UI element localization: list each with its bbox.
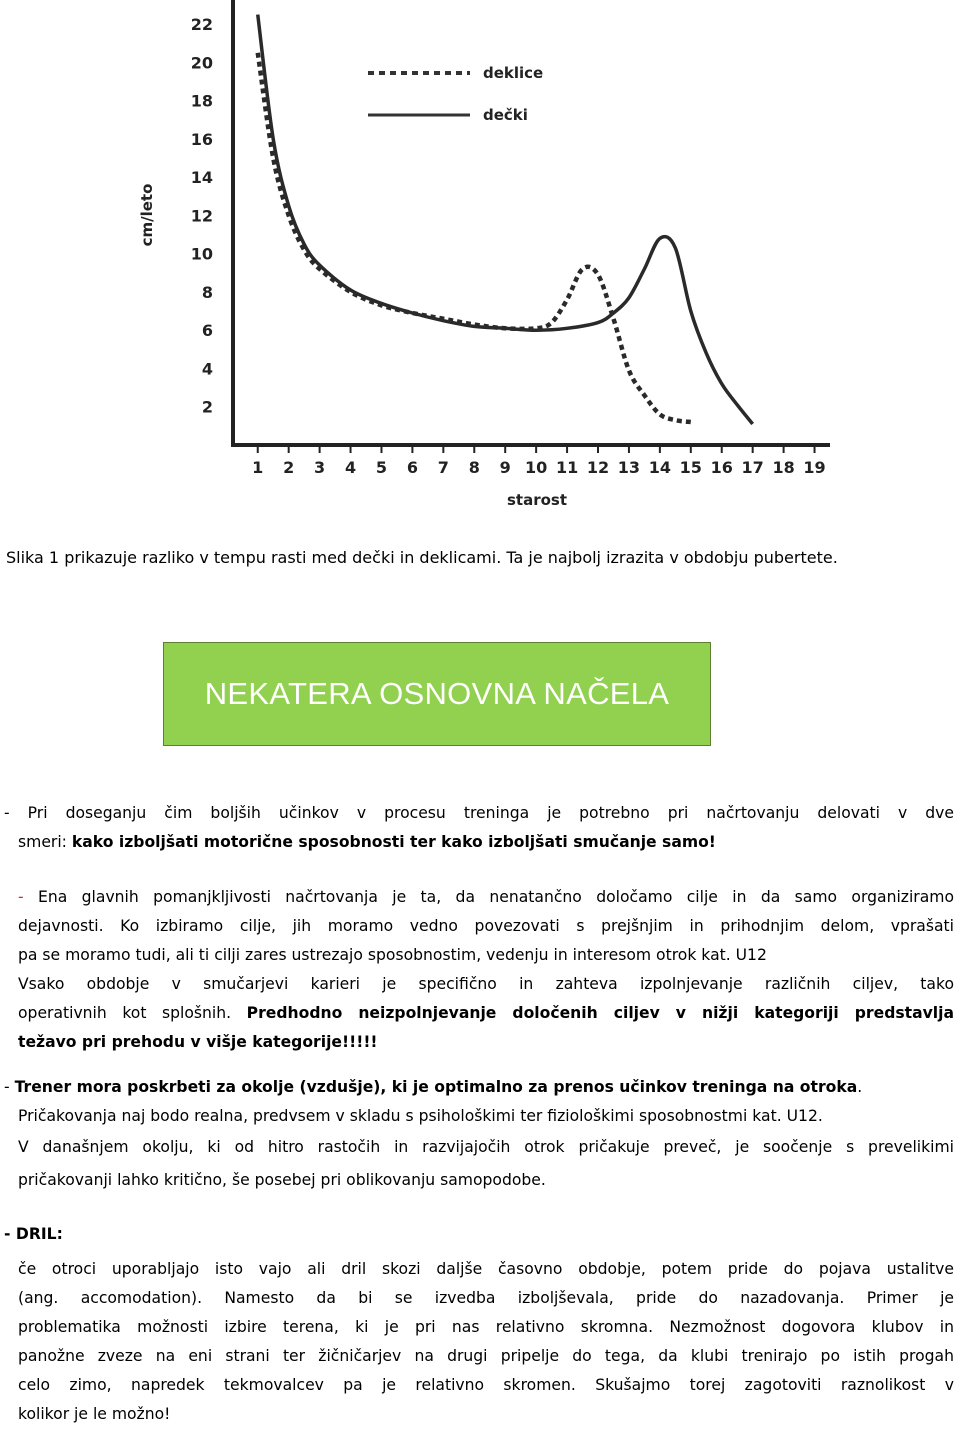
x-tick-label: 7 (437, 458, 449, 477)
x-tick-label: 6 (406, 458, 418, 477)
y-tick-label: 22 (190, 15, 213, 35)
p3-line-1-end: . (857, 1078, 863, 1096)
x-tick-label: 4 (344, 458, 357, 477)
x-tick-label: 13 (617, 458, 641, 477)
y-tick-label: 6 (201, 321, 213, 341)
y-tick-label: 14 (190, 168, 213, 188)
p4-line-1: če otroci uporabljajo isto vajo ali dril skozi daljše časovno obdobje, potem pride do pojava ustalitve (18, 1260, 954, 1278)
p2-line-1: Ena glavnih pomanjkljivosti načrtovanja je ta, da nenatančno določamo cilje in da samo organiziramo (23, 888, 954, 906)
p3-line-4: pričakovanji lahko kritično, še posebej pri oblikovanju samopodobe. (18, 1171, 546, 1189)
banner-title: NEKATERA OSNOVNA NAČELA (204, 676, 670, 711)
p3-line-2: Pričakovanja naj bodo realna, predvsem v skladu s psihološkimi ter fiziološkimi sposobnostmi kat. U12. (18, 1107, 823, 1125)
p2-line-2: dejavnosti. Ko izbiramo cilje, jih moramo vedno povezovati s prejšnjim in prihodnjim delom, vprašati (18, 917, 954, 935)
legend-label-deklice: deklice (483, 64, 544, 82)
x-tick-label: 15 (679, 458, 702, 477)
section-banner (163, 642, 711, 746)
p2-dash: - (18, 888, 24, 906)
x-tick-label: 18 (772, 458, 795, 477)
p4-line-6: kolikor je le možno! (18, 1405, 171, 1423)
x-tick-label: 9 (499, 458, 511, 477)
p2-line-5-start: operativnih kot splošnih. (18, 1004, 247, 1022)
p2-line-5-bold: Predhodno neizpolnjevanje določenih ciljev v nižji kategoriji predstavlja (246, 1004, 954, 1022)
x-tick-label: 8 (468, 458, 480, 477)
y-tick-label: 18 (190, 91, 213, 111)
x-tick-label: 16 (710, 458, 733, 477)
p1-line-2-bold: kako izboljšati motorične sposobnosti ter kako izboljšati smučanje samo! (71, 833, 716, 851)
chart-legend (368, 64, 543, 124)
figure-caption: Slika 1 prikazuje razliko v tempu rasti med dečki in deklicami. Ta je najbolj izrazita v obdobju pubertete. (6, 548, 838, 567)
x-tick-label: 2 (283, 458, 295, 477)
y-tick-labels (191, 15, 213, 417)
paragraph-motor-skills (4, 799, 954, 857)
p1-line-2-start: smeri: (18, 833, 72, 851)
paragraph-drill (4, 1220, 954, 1429)
x-tick-label: 5 (375, 458, 388, 477)
p4-line-2: (ang. accomodation). Namesto da bi se izvedba izboljševala, pride do nazadovanja. Primer je (18, 1289, 954, 1307)
x-tick-label: 1 (252, 458, 264, 477)
legend-label-decki: dečki (483, 106, 528, 124)
p3-dash: - (4, 1078, 15, 1096)
x-tick-label: 10 (525, 458, 548, 477)
x-tick-labels (252, 445, 825, 477)
p4-line-5: celo zimo, napredek tekmovalcev pa je relativno skromen. Skušajmo torej zagotoviti raznolikost v (18, 1376, 954, 1394)
paragraph-coach-environment (4, 1073, 954, 1197)
p4-heading: - DRIL: (4, 1225, 63, 1243)
x-axis-label: starost (506, 491, 568, 509)
x-tick-label: 12 (586, 458, 610, 477)
paragraph-goals (4, 883, 954, 1057)
p2-line-3: pa se moramo tudi, ali ti cilji zares ustrezajo sposobnostim, vedenju in interesom otrok kat. U12 (18, 946, 767, 964)
y-tick-label: 4 (201, 359, 213, 379)
x-tick-label: 19 (803, 458, 826, 477)
p1-line-1: - Pri doseganju čim boljših učinkov v procesu treninga je potrebno pri načrtovanju delovati v dve (4, 804, 954, 822)
x-tick-label: 3 (314, 458, 326, 477)
y-tick-label: 2 (201, 397, 213, 417)
p3-line-3: V današnjem okolju, ki od hitro rastočih in razvijajočih otrok pričakuje preveč, je soočenje s prevelikimi (18, 1138, 954, 1156)
p4-line-4: panožne zveze na eni strani ter žičničarjev na drugi pripelje do tega, da klubi trenirajo po istih progah (18, 1347, 954, 1365)
x-tick-label: 17 (741, 458, 764, 477)
series-line-deklice (258, 53, 691, 422)
p2-line-4: Vsako obdobje v smučarjevi karieri je specifično in zahteva izpolnjevanje različnih ciljev, tako (18, 975, 954, 993)
y-tick-label: 20 (190, 53, 213, 73)
growth-rate-chart (0, 0, 960, 520)
y-tick-label: 10 (190, 244, 213, 264)
x-tick-label: 14 (648, 458, 672, 477)
x-tick-label: 11 (555, 458, 579, 477)
p4-line-3: problematika možnosti izbire terena, ki je pri nas relativno skromna. Nezmožnost dogovora klubov in (18, 1318, 954, 1336)
y-tick-label: 8 (201, 282, 213, 302)
p2-line-6-bold: težavo pri prehodu v višje kategorije!!!!! (18, 1033, 378, 1051)
p3-line-1-bold: Trener mora poskrbeti za okolje (vzdušje), ki je optimalno za prenos učinkov treninga na otroka (14, 1078, 858, 1096)
y-tick-label: 16 (190, 129, 213, 149)
y-tick-label: 12 (190, 206, 213, 226)
y-axis-label: cm/leto (138, 183, 156, 247)
